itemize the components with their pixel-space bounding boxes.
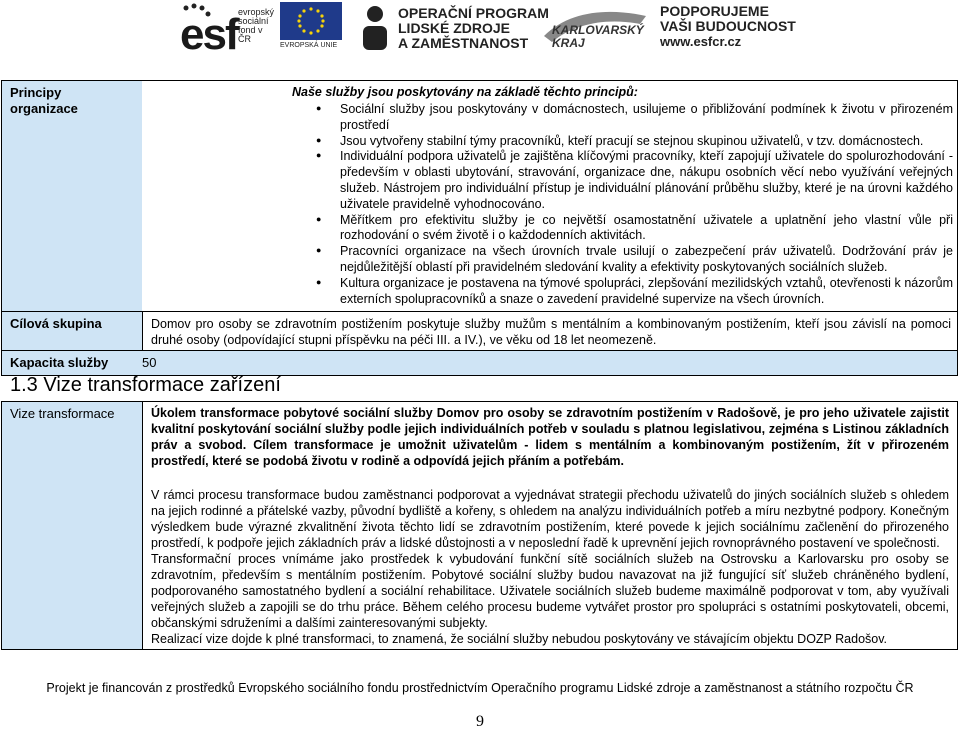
capacity-label: Kapacita služby — [10, 355, 109, 371]
target-group-text: Domov pro osoby se zdravotním postižením poskytuje služby mužům s mentálním a kombinovaným postižením, kteří jsou závislí na pomoci druhé osoby (odpovídající stupni příspěvku na péči III. a IV.), ve věku od 18 let neomezeně. — [151, 317, 951, 348]
list-item: ● Pracovníci organizace na všech úrovních trvale usilují o zabezpečení práv uživatelů. Dodržování práv je nejdůležitější oblastí při pravidelném sledování kvality a efektivity poskytovaných sociálních služeb. — [292, 244, 953, 276]
esf-url: www.esfcr.cz — [660, 34, 742, 49]
eu-flag-icon — [280, 2, 342, 40]
list-item: ● Sociální služby jsou poskytovány v domácnostech, usilujeme o přibližování podmínek k životu v přirozeném prostředí — [292, 102, 953, 134]
footer-funding-note: Projekt je financován z prostředků Evropského sociálního fondu prostřednictvím Operačního programu Lidské zdroje a zaměstnanost a státního rozpočtu ČR — [46, 681, 914, 695]
target-group-cell — [143, 312, 958, 351]
list-item: ● Individuální podpora uživatelů je zajištěna klíčovými pracovníky, kteří zapojují uživatele do spolurozhodování - především v oblasti ubytování, stravování, organizace dne, nákupu osobních věcí nebo využívání veřejných služeb. Nástrojem pro individuální přístup je individuální plánování průběhu služby, které je na úrovni každého uživatele pravidelně vyhodnocováno. — [292, 149, 953, 212]
principles-row — [2, 81, 958, 312]
vision-paragraph-1: V rámci procesu transformace budou zaměstnanci podporovat a vyjednávat strategii přechodu uživatelů do jiných sociálních služeb s ohledem na jejich rodinné a přátelské vazby, původní bydliště a kořeny, s ohledem na analýzu individuálních potřeb a míru nezbytné podpory. Konečným výsledkem bude výrazné zkvalitnění života těchto lidí se zdravotním postižením, které povede k jejich sociálnímu začlenění do přirozeného prostředí, k podpoře jejich základních práv a lidské důstojnosti a v neposlední řadě k uprevnění jejich rovnoprávného postavení ve společnosti. — [151, 488, 949, 550]
principles-cell — [2, 81, 958, 312]
esf-logo — [180, 2, 275, 59]
support-slogan: PODPORUJEME VAŠI BUDOUCNOST www.esfcr.cz — [660, 3, 796, 49]
capacity-line — [2, 351, 957, 375]
principles-list — [292, 102, 953, 307]
vision-row — [2, 402, 958, 650]
principles-intro: Naše služby jsou poskytovány na základě těchto principů: — [292, 85, 638, 99]
header-logos — [180, 0, 796, 59]
target-group-label: Cílová skupina — [10, 316, 102, 332]
organization-table — [1, 80, 958, 376]
capacity-value: 50 — [142, 355, 157, 371]
vision-bold-text: Úkolem transformace pobytové sociální služby Domov pro osoby se zdravotním postižením v Radošově, je pro jeho uživatele zajistit kvalitní poskytování sociální služby podle jejich individuálních potřeb v souladu s platnou legislativou, zejména s Listinou základních práv a svobod. Cílem transformace je umožnit uživatelům - lidem s mentálním a kombinovaným postižením, žít v přirozeném prostředí, které se podobá životu v rodině a odpovídá jejich přáním a potřebám. — [151, 406, 949, 468]
list-item: ● Měřítkem pro efektivitu služby je co největší osamostatnění uživatele a uplatnění jeho vlastní vůle při rozhodování o svém životě i o každodenních aktivitách. — [292, 213, 953, 245]
karlovarsky-kraj-text: KARLOVARSKÝ KRAJ — [552, 23, 644, 50]
list-item: ● Jsou vytvořeny stabilní týmy pracovníků, kteří pracují se stejnou skupinou uživatelů, v tzv. domácnostech. — [292, 134, 953, 150]
esf-word: esf — [180, 10, 238, 59]
capacity-cell — [2, 351, 958, 376]
vision-label-cell — [2, 402, 143, 650]
eu-label: EVROPSKÁ UNIE — [280, 42, 338, 49]
vision-paragraph-2: Transformační proces vnímáme jako prostředek k vybudování funkční sítě sociálních služeb na Ostrovsku a Karlovarsku pro osoby se zdravotním, především s mentálním postižením. Pobytové sociální služby budou navazovat na již fungující síť služeb chráněného bydlení, podporovaného samostatného bydlení a sociální rehabilitace. Uživatele sociálních služeb budeme maximálně podporovat v tom, aby využívali veřejných služeb a zapojili se do trhu práce. Během celého procesu budeme vytvářet prostor pro spolupráci s ostatními poskytovateli, obcemi, občanskými sdruženími a dalšími zainteresovanými subjekty. — [151, 552, 949, 630]
page-number: 9 — [476, 713, 484, 730]
op-lzz-icon — [358, 4, 392, 52]
principles-label: Principy organizace — [10, 85, 78, 116]
vision-body — [143, 402, 958, 650]
target-group-label-cell — [2, 312, 143, 351]
target-group-row — [2, 312, 958, 351]
vision-table — [1, 401, 958, 650]
list-item: ● Kultura organizace je postavena na týmové spolupráci, zlepšování mezilidských vztahů, otevřenosti k názorům externích spolupracovníků a snaze o zavedení pravidelné supervize na všech úrovních. — [292, 276, 953, 308]
vision-paragraph-3: Realizací vize dojde k plné transformaci, to znamená, že sociální služby nebudou poskytovány ve stávajícím objektu DOZP Radošov. — [151, 632, 888, 646]
op-lzz-text: OPERAČNÍ PROGRAM LIDSKÉ ZDROJE A ZAMĚSTNANOST — [398, 5, 549, 51]
principles-body — [142, 81, 957, 311]
vision-label: Vize transformace — [10, 406, 115, 421]
section-heading: 1.3 Vize transformace zařízení — [10, 374, 281, 396]
capacity-row — [2, 351, 958, 376]
esf-subtitle: evropský sociální fond v ČR — [238, 7, 275, 44]
